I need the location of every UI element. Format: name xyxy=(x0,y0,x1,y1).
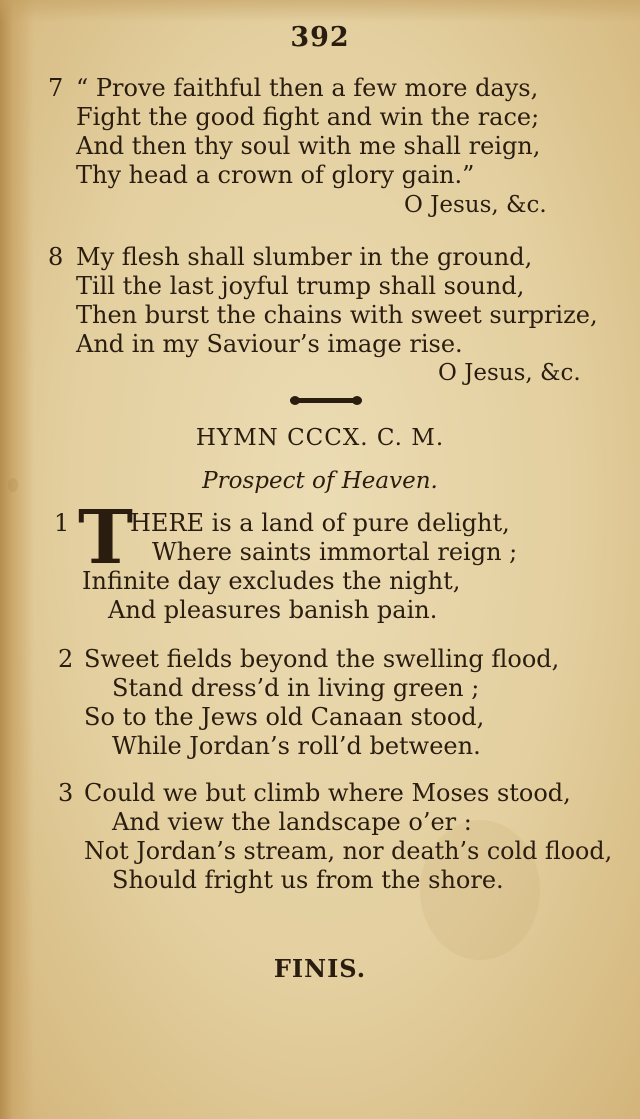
stanza-line: And then thy soul with me shall reign, xyxy=(76,132,541,160)
stanza-line: Then burst the chains with sweet surprize, xyxy=(76,301,598,329)
page-number: 392 xyxy=(290,22,350,53)
verse-line: And view the landscape o’er : xyxy=(112,808,472,836)
hymn-subtitle: Prospect of Heaven. xyxy=(202,468,438,494)
stanza-line: And in my Saviour’s image rise. xyxy=(76,330,463,358)
verse-line: HERE is a land of pure delight, xyxy=(130,509,510,537)
verse-line: Sweet fields beyond the swelling flood, xyxy=(84,645,560,673)
verse-line: While Jordan’s roll’d between. xyxy=(112,732,481,760)
verse-line: Infinite day excludes the night, xyxy=(82,567,461,595)
verse-number: 3 xyxy=(58,779,74,807)
verse-line: Stand dress’d in living green ; xyxy=(112,674,480,702)
stanza-line: “ Prove faithful then a few more days, xyxy=(76,74,539,102)
stanza-line: Fight the good fight and win the race; xyxy=(76,103,540,131)
verse-line: Where saints immortal reign ; xyxy=(152,538,518,566)
stanza-line: Till the last joyful trump shall sound, xyxy=(76,272,525,300)
verse-line: And pleasures banish pain. xyxy=(108,596,438,624)
verse-line: Should fright us from the shore. xyxy=(112,866,504,894)
divider-ornament-right xyxy=(352,396,362,405)
drop-cap: T xyxy=(78,495,134,581)
stanza-number: 7 xyxy=(48,74,64,102)
verse-line: Not Jordan’s stream, nor death’s cold flood, xyxy=(84,837,613,865)
page-top-shadow xyxy=(0,0,640,22)
chorus-refrain: O Jesus, &c. xyxy=(404,192,547,218)
verse-number: 1 xyxy=(54,509,70,537)
page-binding-shadow xyxy=(0,0,34,1119)
verse-line: So to the Jews old Canaan stood, xyxy=(84,703,485,731)
verse-line: Could we but climb where Moses stood, xyxy=(84,779,571,807)
chorus-refrain: O Jesus, &c. xyxy=(438,360,581,386)
finis-mark: FINIS. xyxy=(273,954,367,983)
stanza-number: 8 xyxy=(48,243,64,271)
stanza-line: Thy head a crown of glory gain.” xyxy=(76,161,475,189)
hymn-title: HYMN CCCX. C. M. xyxy=(195,425,445,451)
verse-number: 2 xyxy=(58,645,74,673)
stanza-line: My flesh shall slumber in the ground, xyxy=(76,243,533,271)
